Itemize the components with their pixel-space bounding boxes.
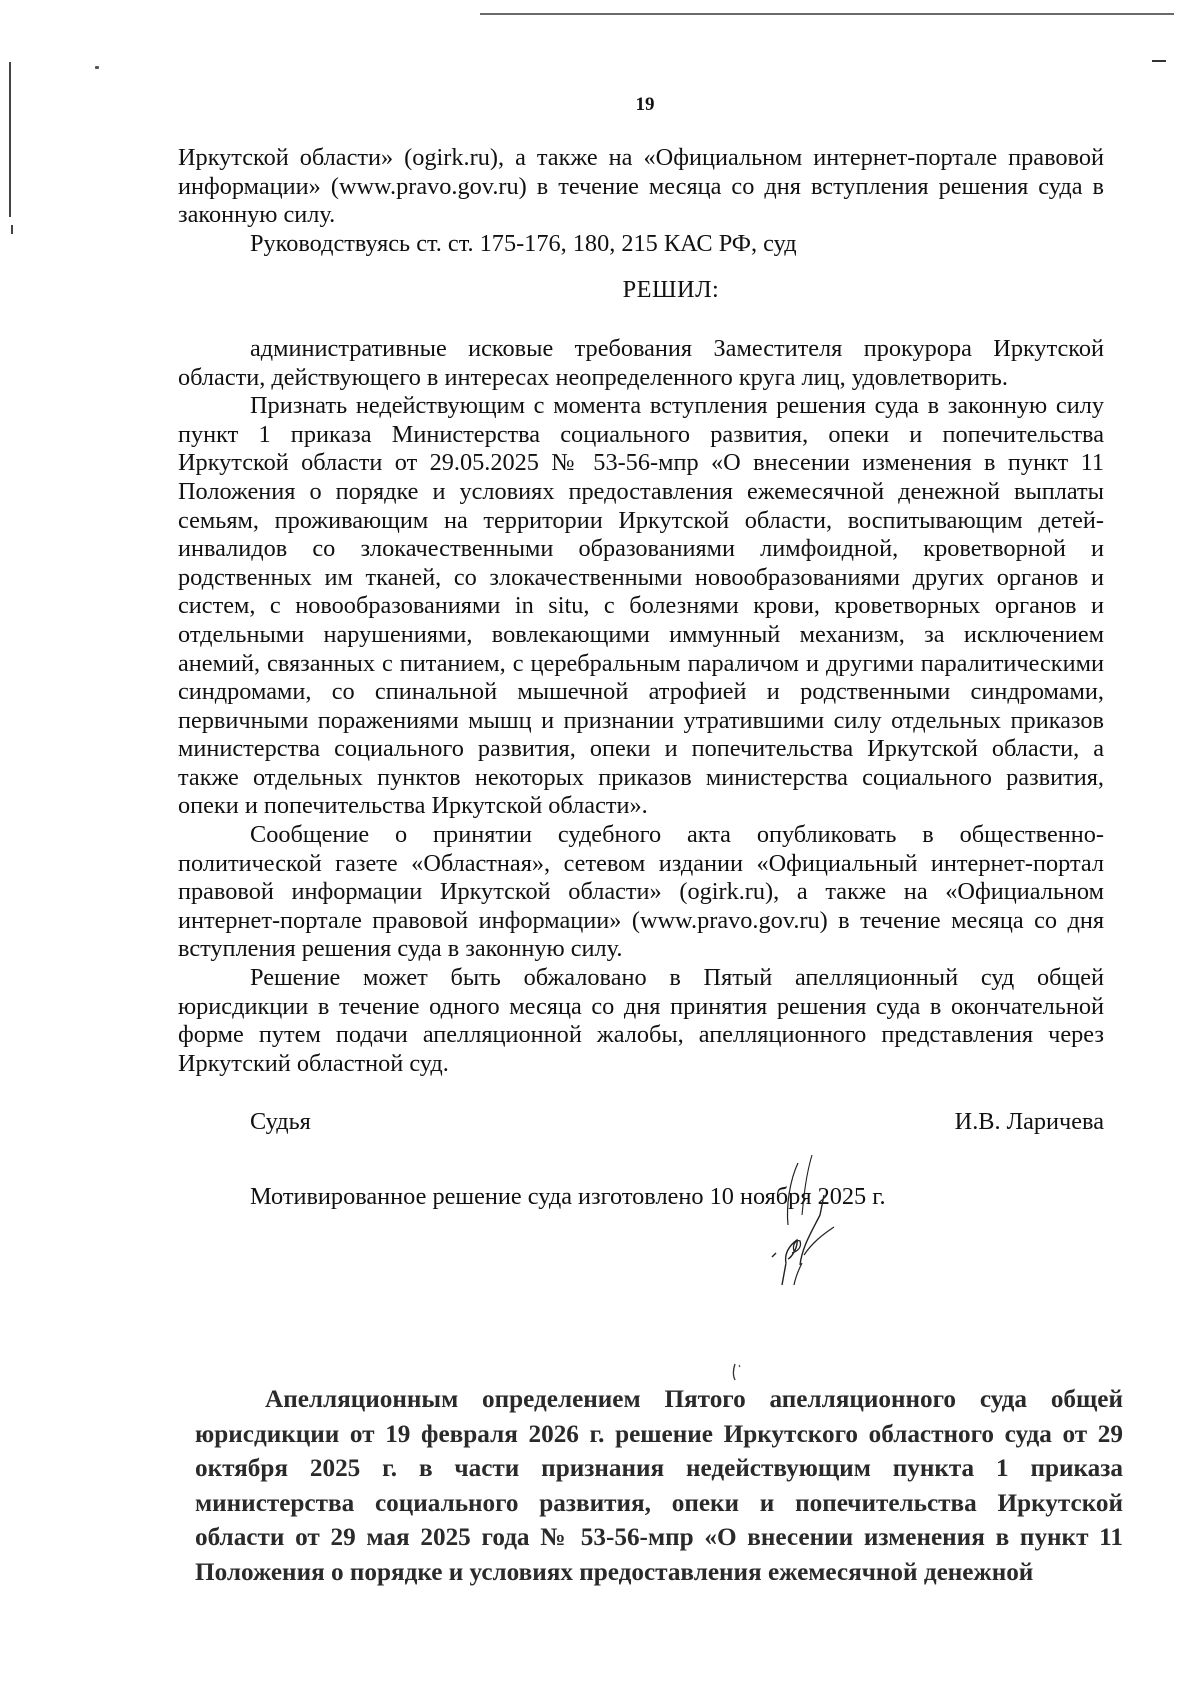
document-body	[178, 144, 1104, 1212]
paragraph-publication: Сообщение о принятии судебного акта опубликовать в общественно-политической газете «Областная», сетевом издании «Официальный интернет-портал правовой информации Иркутской области» (ogirk.ru), а также на «Официальном интернет-портале правовой информации» (www.pravo.gov.ru) в течение месяца со дня вступления решения суда в законную силу.	[178, 821, 1104, 963]
page-number: 19	[635, 94, 655, 115]
scan-edge-shadow	[9, 62, 11, 217]
paragraph-continuation: Иркутской области» (ogirk.ru), а также на «Официальном интернет-портале правовой информации» (www.pravo.gov.ru) в течение месяца со дня вступления решения суда в законную силу.	[178, 144, 1104, 229]
scan-border-line	[480, 13, 1174, 15]
paragraph-invalidate-order: Признать недействующим с момента вступления решения суда в законную силу пункт 1 приказа Министерства социального развития, опеки и попечительства Иркутской области от 29.05.2025 № 53-56-мпр «О внесении изменения в пункт 11 Положения о порядке и условиях предоставления ежемесячной денежной выплаты семьям, проживающим на территории Иркутской области, воспитывающим детей-инвалидов со злокачественными образованиями лимфоидной, кроветворной и родственных им тканей, со злокачественными новообразованиями других органов и систем, с новообразованиями in situ, с болезнями крови, кроветворных органов и отдельными нарушениями, вовлекающими иммунный механизм, за исключением анемий, связанных с питанием, с церебральным параличом и другими паралитическими синдромами, со спинальной мышечной атрофией и родственными синдромами, первичными поражениями мышц и признании утратившими силу отдельных приказов министерства социального развития, опеки и попечительства Иркутской области, а также отдельных пунктов некоторых приказов министерства социального развития, опеки и попечительства Иркутской области».	[178, 392, 1104, 820]
scan-speck	[95, 66, 99, 69]
signature-row	[178, 1108, 1104, 1137]
paragraph-legal-basis: Руководствуясь ст. ст. 175-176, 180, 215 КАС РФ, суд	[250, 229, 797, 257]
judge-role: Судья	[250, 1108, 311, 1136]
decision-heading: РЕШИЛ:	[622, 276, 720, 304]
scan-mark	[1152, 60, 1166, 62]
appeal-note-paragraph: Апелляционным определением Пятого апелляционного суда общей юрисдикции от 19 февраля 2026 г. решение Иркутского областного суда от 29 октября 2025 г. в части признания недействующим пункта 1 приказа министерства социального развития, опеки и попечительства Иркутской области от 29 мая 2025 года № 53-56-мпр «О внесении изменения в пункт 11 Положения о порядке и условиях предоставления ежемесячной денежной	[195, 1386, 1123, 1586]
judge-name: И.В. Ларичева	[954, 1108, 1104, 1136]
scan-edge-mark	[11, 225, 13, 234]
scan-mark-small	[730, 1362, 742, 1382]
paragraph-appeal-rights: Решение может быть обжаловано в Пятый апелляционный суд общей юрисдикции в течение одного месяца со дня принятия решения суда в окончательной форме путем подачи апелляционной жалобы, апелляционного представления через Иркутский областной суд.	[178, 964, 1104, 1077]
appeal-annotation	[195, 1383, 1123, 1590]
paragraph-satisfy-claims: административные исковые требования Заместителя прокурора Иркутской области, действующего в интересах неопределенного круга лиц, удовлетворить.	[178, 334, 1104, 391]
motivated-decision-note: Мотивированное решение суда изготовлено 10 ноября 2025 г.	[250, 1183, 886, 1210]
handwritten-signature	[742, 1135, 852, 1295]
